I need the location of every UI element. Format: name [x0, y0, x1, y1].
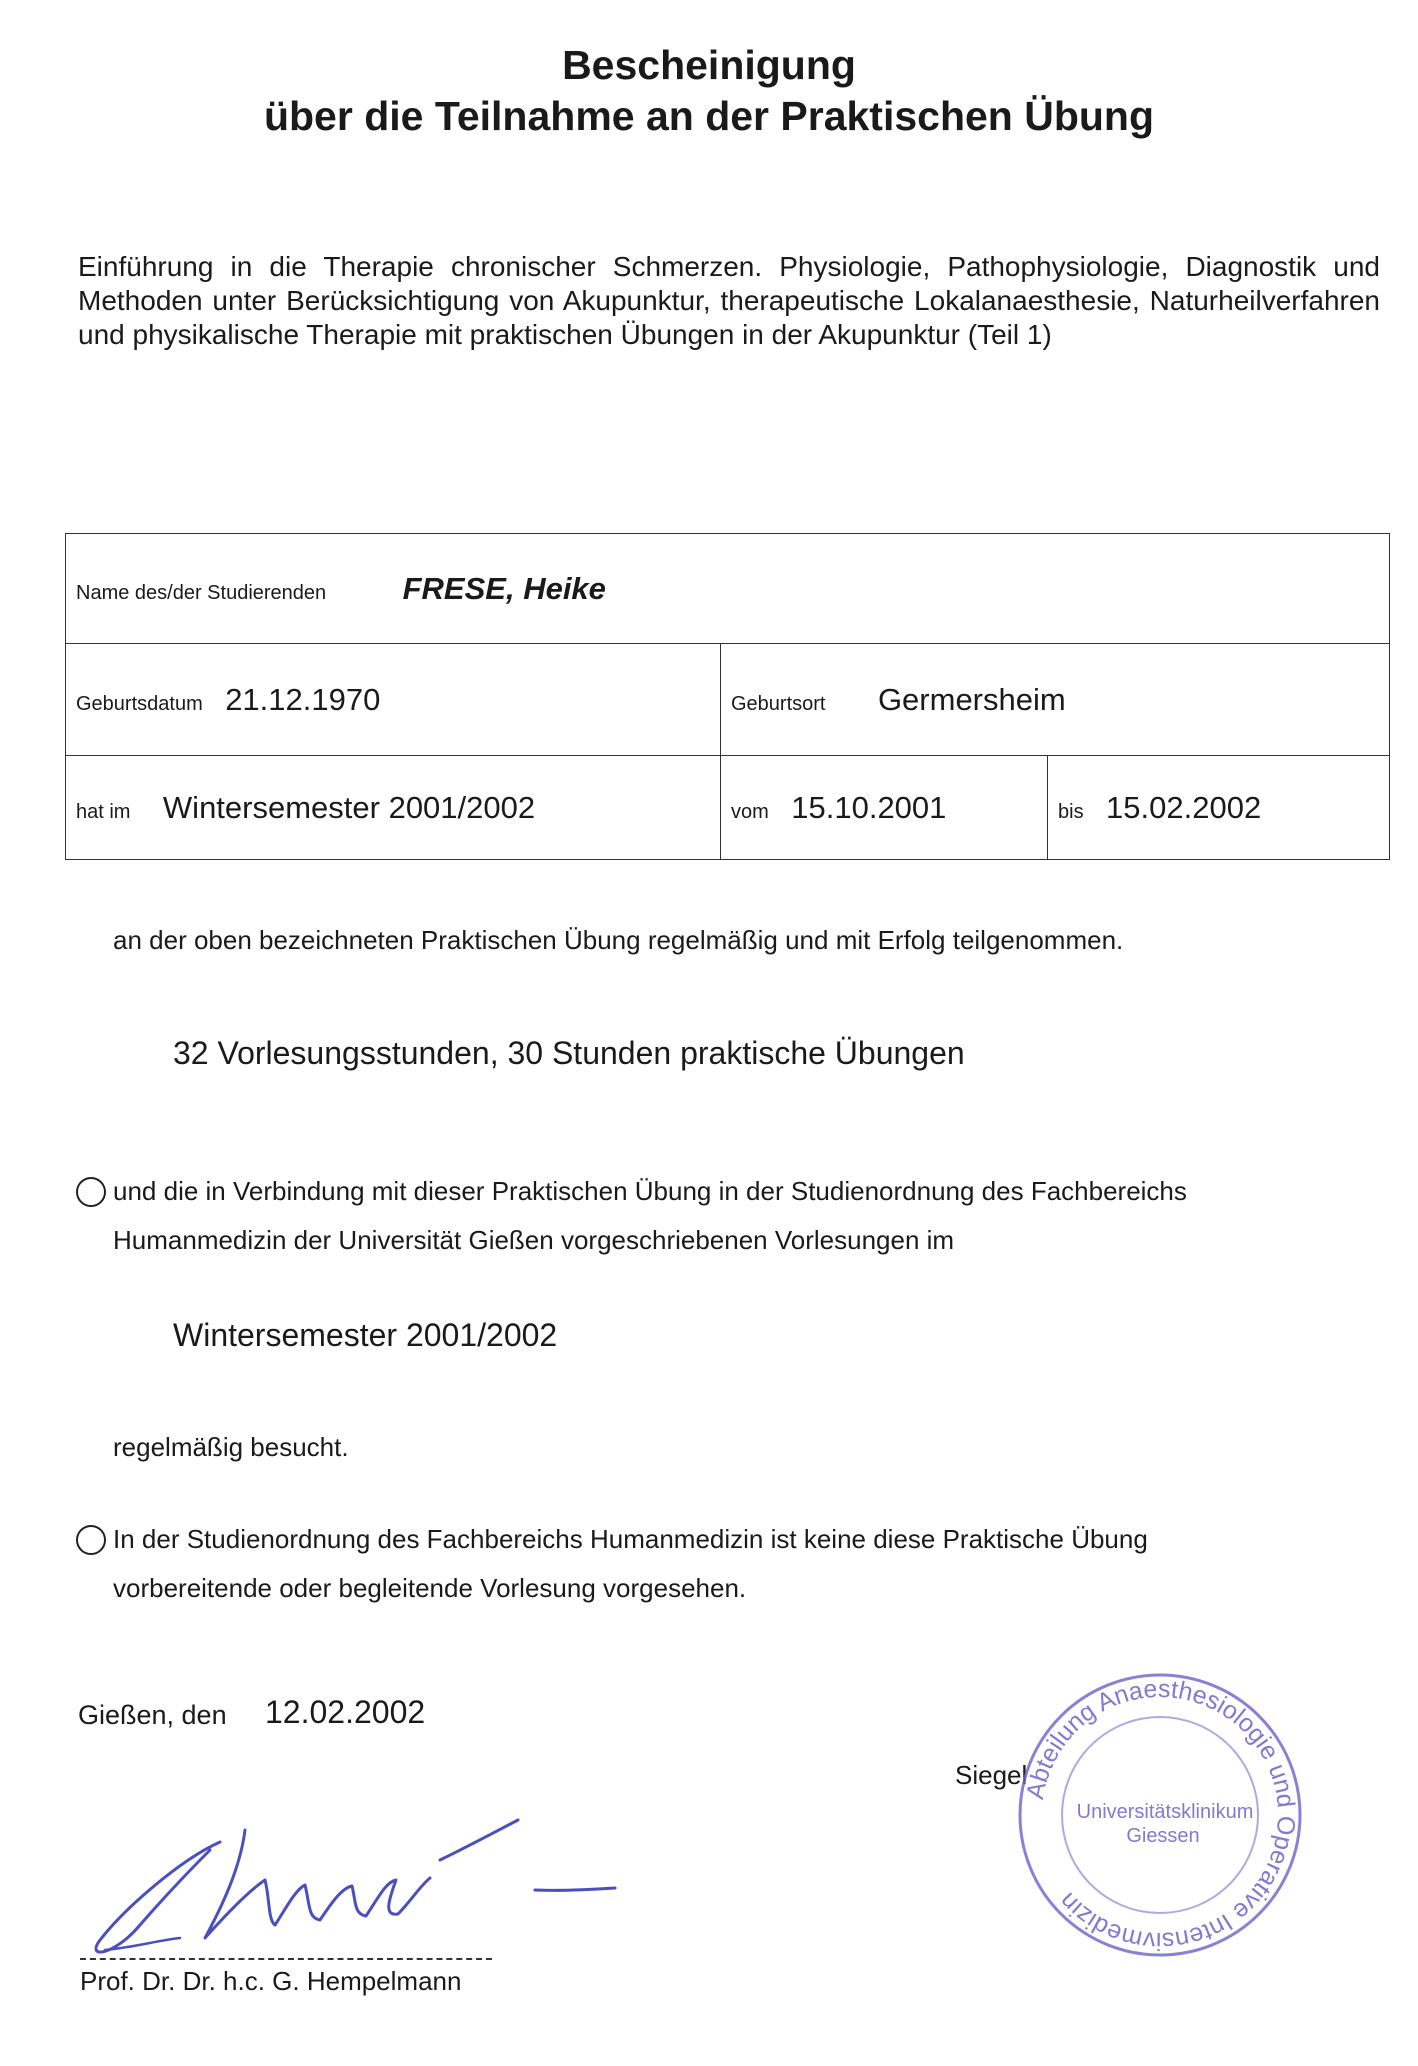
name-row	[66, 534, 1390, 644]
option-none-line2: vorbereitende oder begleitende Vorlesung vorgesehen.	[113, 1573, 747, 1603]
stamp-ring-text: Abteilung Anaesthesiologie und Operative Intensivmedizin	[1021, 1674, 1301, 1956]
from-label: vom	[731, 800, 769, 823]
birth-row	[66, 644, 1390, 756]
option-none-radio[interactable]	[76, 1525, 106, 1555]
option-lectures-end: regelmäßig besucht.	[113, 1432, 349, 1462]
name-value: FRESE, Heike	[402, 570, 606, 606]
participation-text: an der oben bezeichneten Praktischen Übung regelmäßig und mit Erfolg teilgenommen.	[113, 925, 1124, 955]
semester-value: Wintersemester 2001/2002	[162, 789, 536, 825]
option-none-line1: In der Studienordnung des Fachbereichs Humanmedizin ist keine diese Praktische Übung	[113, 1524, 1148, 1554]
document-subtitle: über die Teilnahme an der Praktischen Übung	[263, 93, 1155, 139]
option-lectures-radio[interactable]	[76, 1177, 106, 1207]
option-lectures-line1: und die in Verbindung mit dieser Praktischen Übung in der Studienordnung des Fachbereichs	[113, 1176, 1187, 1206]
document-title: Bescheinigung	[562, 42, 856, 88]
student-data-table	[65, 533, 1390, 860]
date-value: 12.02.2002	[265, 1694, 426, 1730]
stamp-center-text-2: Giessen	[1126, 1825, 1200, 1847]
birthplace-label: Geburtsort	[731, 692, 826, 715]
birthdate-cell	[66, 644, 721, 756]
birthplace-cell	[721, 644, 1390, 756]
signature-line	[80, 1958, 492, 1960]
name-cell	[66, 534, 1390, 644]
birthplace-value: Germersheim	[877, 681, 1066, 717]
hours-text: 32 Vorlesungsstunden, 30 Stunden praktische Übungen	[173, 1035, 965, 1071]
place-label: Gießen, den	[78, 1700, 227, 1730]
from-value: 15.10.2001	[791, 789, 947, 825]
to-label: bis	[1058, 800, 1084, 823]
birthdate-value: 21.12.1970	[225, 681, 381, 717]
course-description: Einführung in die Therapie chronischer Schmerzen. Physiologie, Pathophysiologie, Diagnostik und Methoden unter Berücksichtigung von Akupunktur, therapeutische Lokalanaesthesie, Naturheilverfahren und physikalische Therapie mit praktischen Übungen in der Akupunktur (Teil 1)	[78, 251, 1380, 350]
stamp-center-text-1: Universitätsklinikum	[1076, 1801, 1254, 1823]
name-label: Name des/der Studierenden	[76, 581, 327, 604]
option-lectures-line2: Humanmedizin der Universität Gießen vorgeschriebenen Vorlesungen im	[113, 1225, 955, 1255]
to-cell	[1048, 756, 1390, 860]
from-cell	[721, 756, 1048, 860]
to-value: 15.02.2002	[1106, 789, 1262, 825]
semester-label: hat im	[76, 800, 131, 823]
birthdate-label: Geburtsdatum	[76, 692, 203, 715]
semester-row	[66, 756, 1390, 860]
university-seal-stamp	[1015, 1670, 1305, 1960]
semester-cell	[66, 756, 721, 860]
option-lectures-semester: Wintersemester 2001/2002	[173, 1317, 558, 1353]
handwritten-signature	[70, 1790, 630, 1970]
signatory-name: Prof. Dr. Dr. h.c. G. Hempelmann	[80, 1966, 462, 1996]
seal-label: Siegel	[955, 1760, 1028, 1790]
